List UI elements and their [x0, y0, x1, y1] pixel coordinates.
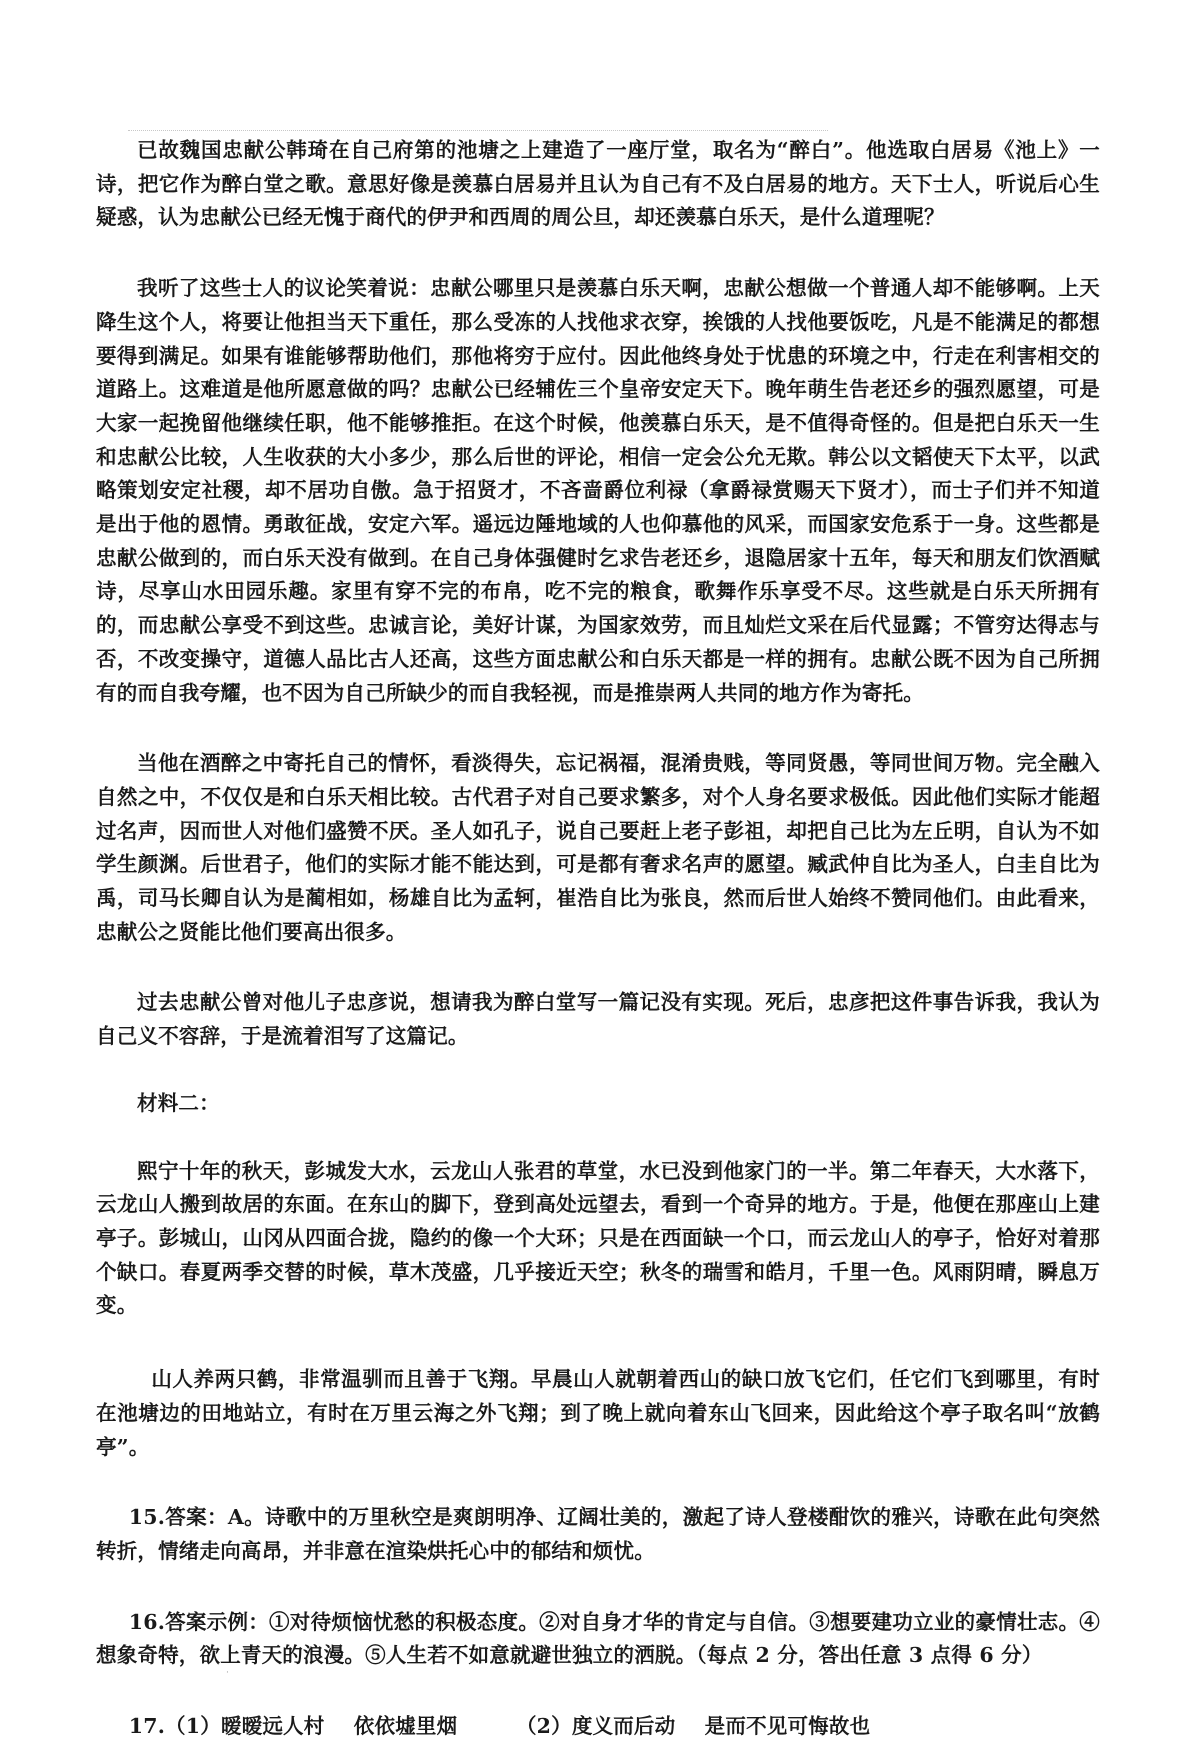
answer-17: 17.（1）暧暧远人村 依依墟里烟 （2）度义而后动 是而不见可悔故也	[128, 1714, 871, 1739]
paragraph-fanghe-ting: 山人养两只鹤，非常温驯而且善于飞翔。早晨山人就朝着西山的缺口放飞它们，任它们飞到哪里，有时在池塘边的田地站立，有时在万里云海之外飞翔；到了晚上就向着东山飞回来，因此给这个亭子取名叫“放鹤亭”。	[96, 1367, 1100, 1459]
material-2-heading: 材料二：	[137, 1090, 220, 1115]
paragraph-zuibaitang-intro: 已故魏国忠献公韩琦在自己府第的池塘之上建造了一座厅堂，取名为“醉白”。他选取白居易《池上》一诗，把它作为醉白堂之歌。意思好像是羡慕白居易并且认为自己有不及白居易的地方。天下士人，听说后心生疑惑，认为忠献公已经无愧于商代的伊尹和西周的周公旦，却还羡慕白乐天，是什么道理呢？	[96, 138, 1100, 230]
paragraph-yunlong-shanren: 熙宁十年的秋天，彭城发大水，云龙山人张君的草堂，水已没到他家门的一半。第二年春天，大水落下，云龙山人搬到故居的东面。在东山的脚下，登到高处远望去，看到一个奇异的地方。于是，他便在那座山上建亭子。彭城山，山冈从四面合拢，隐约的像一个大环；只是在西面缺一个口，而云龙山人的亭子，恰好对着那个缺口。春夏两季交替的时候，草木茂盛，几乎接近天空；秋冬的瑞雪和皓月，千里一色。风雨阴晴，瞬息万变。	[96, 1158, 1100, 1318]
paragraph-writing-occasion: 过去忠献公曾对他儿子忠彦说，想请我为醉白堂写一篇记没有实现。死后，忠彦把这件事告诉我，我认为自己义不容辞，于是流着泪写了这篇记。	[96, 990, 1100, 1049]
document-body	[96, 124, 1100, 1744]
paragraph-zhongxiangong-discussion: 我听了这些士人的议论笑着说：忠献公哪里只是羡慕白乐天啊，忠献公想做一个普通人却不能够啊。上天降生这个人，将要让他担当天下重任，那么受冻的人找他求衣穿，挨饿的人找他要饭吃，凡是不能满足的都想要得到满足。如果有谁能够帮助他们，那他将穷于应付。因此他终身处于忧患的环境之中，行走在利害相交的道路上。这难道是他所愿意做的吗？忠献公已经辅佐三个皇帝安定天下。晚年萌生告老还乡的强烈愿望，可是大家一起挽留他继续任职，他不能够推拒。在这个时候，他羡慕白乐天，是不值得奇怪的。但是把白乐天一生和忠献公比较，人生收获的大小多少，那么后世的评论，相信一定会公允无欺。韩公以文韬使天下太平，以武略策划安定社稷，却不居功自傲。急于招贤才，不吝啬爵位利禄（拿爵禄赏赐天下贤才），而士子们并不知道是出于他的恩情。勇敢征战，安定六军。遥远边陲地域的人也仰慕他的风采，而国家安危系于一身。这些都是忠献公做到的，而白乐天没有做到。在自己身体强健时乞求告老还乡，退隐居家十五年，每天和朋友们饮酒赋诗，尽享山水田园乐趣。家里有穿不完的布帛，吃不完的粮食，歌舞作乐享受不尽。这些就是白乐天所拥有的，而忠献公享受不到这些。忠诚言论，美好计谋，为国家效劳，而且灿烂文采在后代显露；不管穷达得志与否，不改变操守，道德人品比古人还高，这些方面忠献公和白乐天都是一样的拥有。忠献公既不因为自己所拥有的而自我夸耀，也不因为自己所缺少的而自我轻视，而是推崇两人共同的地方作为寄托。	[96, 276, 1100, 705]
footer-dot-mark: ·	[226, 1668, 229, 1678]
answer-16: 16.答案示例：①对待烦恼忧愁的积极态度。②对自身才华的肯定与自信。③想要建功立业的豪情壮志。④想象奇特，欲上青天的浪漫。⑤人生若不如意就避世独立的洒脱。（每点 2 分，答出任意 3 点得 6 分）	[96, 1609, 1100, 1668]
answer-15: 15.答案：A。诗歌中的万里秋空是爽朗明净、辽阔壮美的，激起了诗人登楼酣饮的雅兴，诗歌在此句突然转折，情绪走向高昂，并非意在渲染烘托心中的郁结和烦忧。	[96, 1505, 1100, 1563]
paragraph-comparison-ancients: 当他在酒醉之中寄托自己的情怀，看淡得失，忘记祸福，混淆贵贱，等同贤愚，等同世间万物。完全融入自然之中，不仅仅是和白乐天相比较。古代君子对自己要求繁多，对个人身名要求极低。因此他们实际才能超过名声，因而世人对他们盛赞不厌。圣人如孔子，说自己要赶上老子彭祖，却把自己比为左丘明，自认为不如学生颜渊。后世君子，他们的实际才能不能达到，可是都有奢求名声的愿望。臧武仲自比为圣人，白圭自比为禹，司马长卿自认为是蔺相如，杨雄自比为孟轲，崔浩自比为张良，然而后世人始终不赞同他们。由此看来，忠献公之贤能比他们要高出很多。	[96, 751, 1100, 944]
